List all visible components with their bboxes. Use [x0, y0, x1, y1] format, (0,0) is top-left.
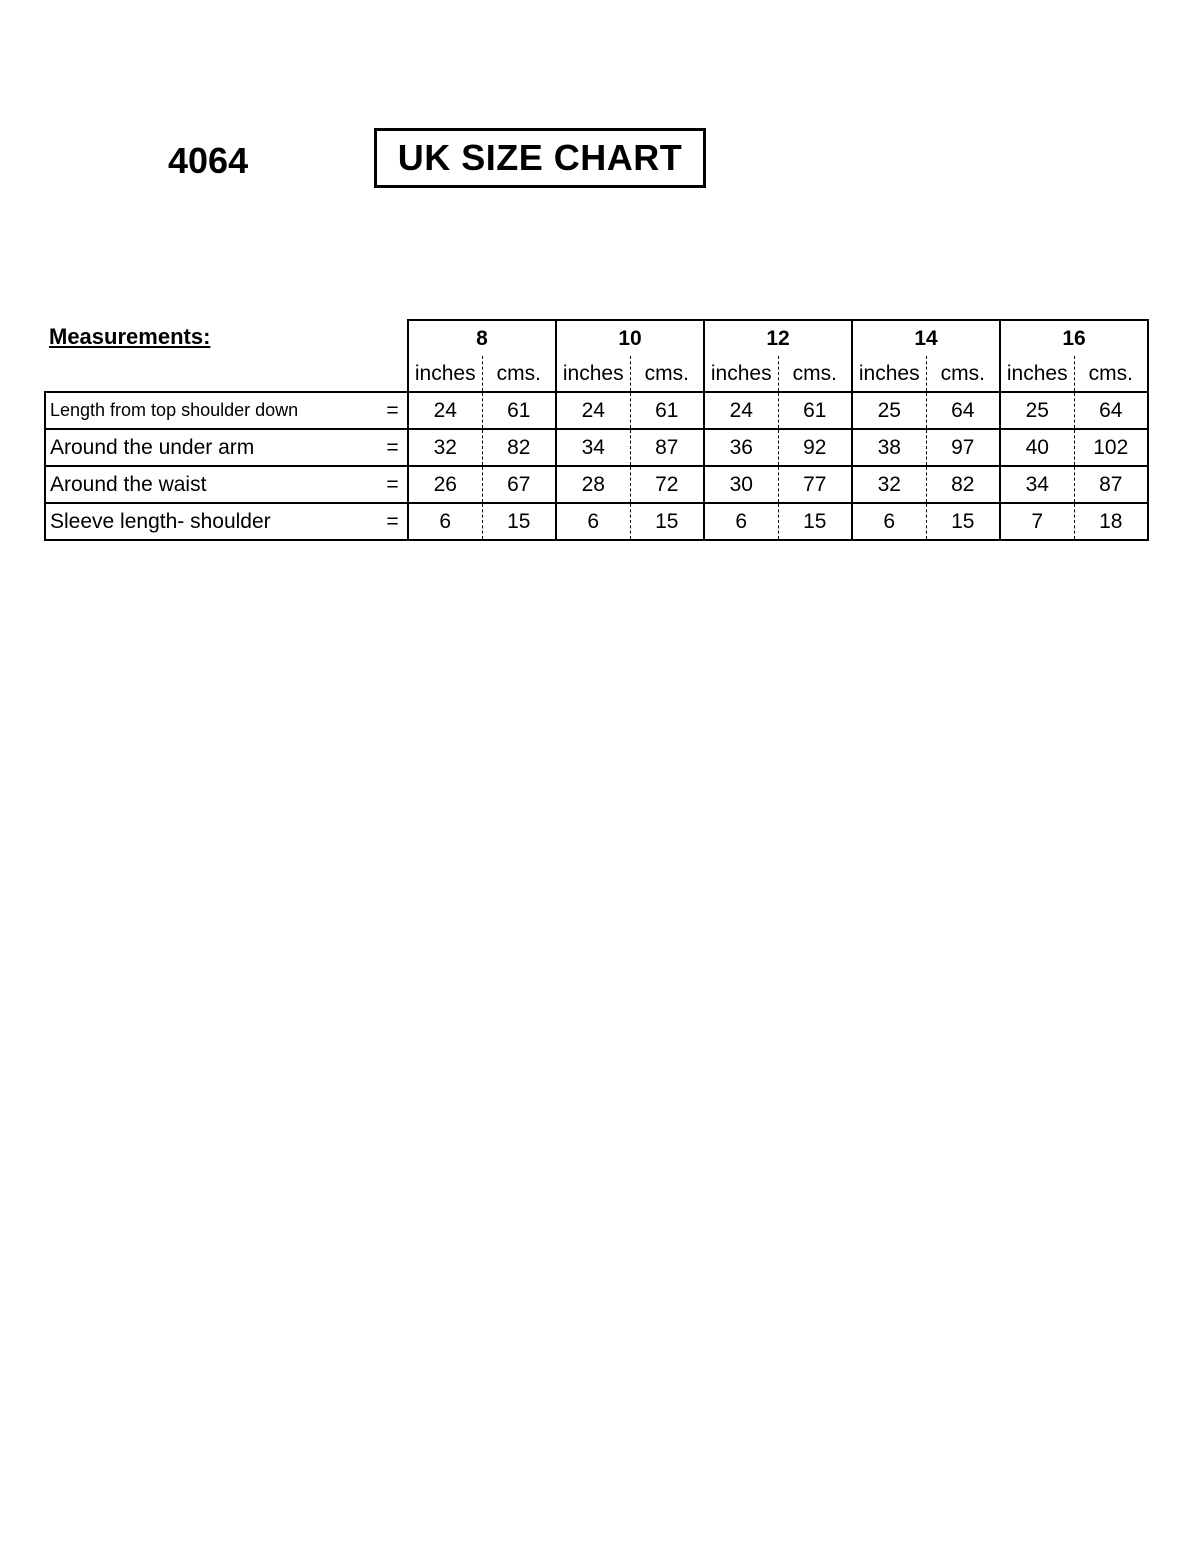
- value-cms: 82: [482, 429, 556, 466]
- table-row: [45, 392, 1148, 429]
- row-label: Length from top shoulder down: [45, 392, 378, 429]
- value-cms: 15: [482, 503, 556, 540]
- value-cms: 87: [1074, 466, 1148, 503]
- size-header: 12: [704, 320, 852, 356]
- unit-inches-header: inches: [1000, 356, 1074, 392]
- value-cms: 92: [778, 429, 852, 466]
- value-cms: 61: [778, 392, 852, 429]
- table-row: [45, 429, 1148, 466]
- value-inches: 6: [556, 503, 630, 540]
- value-inches: 25: [852, 392, 926, 429]
- table-row: [45, 466, 1148, 503]
- value-cms: 61: [630, 392, 704, 429]
- value-cms: 18: [1074, 503, 1148, 540]
- header-spacer: [45, 320, 408, 356]
- row-label: Around the under arm: [45, 429, 378, 466]
- equals-sign: =: [378, 466, 408, 503]
- unit-cms-header: cms.: [926, 356, 1000, 392]
- value-cms: 15: [778, 503, 852, 540]
- size-chart-table: [44, 319, 1149, 541]
- value-inches: 36: [704, 429, 778, 466]
- equals-sign: =: [378, 429, 408, 466]
- row-label: Around the waist: [45, 466, 378, 503]
- equals-sign: =: [378, 392, 408, 429]
- unit-inches-header: inches: [408, 356, 482, 392]
- value-inches: 24: [408, 392, 482, 429]
- value-cms: 87: [630, 429, 704, 466]
- value-inches: 6: [408, 503, 482, 540]
- value-inches: 25: [1000, 392, 1074, 429]
- chart-title: UK SIZE CHART: [374, 128, 706, 188]
- value-cms: 15: [630, 503, 704, 540]
- value-cms: 64: [1074, 392, 1148, 429]
- value-inches: 40: [1000, 429, 1074, 466]
- unit-spacer: [45, 356, 408, 392]
- size-header: 10: [556, 320, 704, 356]
- unit-cms-header: cms.: [630, 356, 704, 392]
- value-cms: 82: [926, 466, 1000, 503]
- equals-sign: =: [378, 503, 408, 540]
- size-header: 14: [852, 320, 1000, 356]
- value-inches: 24: [704, 392, 778, 429]
- value-inches: 34: [1000, 466, 1074, 503]
- value-cms: 64: [926, 392, 1000, 429]
- unit-header-row: [45, 356, 1148, 392]
- value-cms: 97: [926, 429, 1000, 466]
- value-inches: 7: [1000, 503, 1074, 540]
- value-inches: 32: [408, 429, 482, 466]
- style-code: 4064: [168, 140, 249, 181]
- value-inches: 6: [852, 503, 926, 540]
- row-label: Sleeve length- shoulder: [45, 503, 378, 540]
- value-inches: 38: [852, 429, 926, 466]
- unit-inches-header: inches: [556, 356, 630, 392]
- value-inches: 28: [556, 466, 630, 503]
- value-inches: 6: [704, 503, 778, 540]
- value-inches: 32: [852, 466, 926, 503]
- unit-cms-header: cms.: [482, 356, 556, 392]
- value-cms: 102: [1074, 429, 1148, 466]
- unit-cms-header: cms.: [1074, 356, 1148, 392]
- value-inches: 30: [704, 466, 778, 503]
- value-inches: 34: [556, 429, 630, 466]
- unit-inches-header: inches: [704, 356, 778, 392]
- value-cms: 67: [482, 466, 556, 503]
- value-inches: 24: [556, 392, 630, 429]
- value-cms: 77: [778, 466, 852, 503]
- value-cms: 15: [926, 503, 1000, 540]
- size-header: 8: [408, 320, 556, 356]
- unit-inches-header: inches: [852, 356, 926, 392]
- value-cms: 72: [630, 466, 704, 503]
- measurements-label: Measurements:: [49, 324, 211, 349]
- unit-cms-header: cms.: [778, 356, 852, 392]
- size-header-row: [45, 320, 1148, 356]
- value-inches: 26: [408, 466, 482, 503]
- value-cms: 61: [482, 392, 556, 429]
- table-row: [45, 503, 1148, 540]
- size-header: 16: [1000, 320, 1148, 356]
